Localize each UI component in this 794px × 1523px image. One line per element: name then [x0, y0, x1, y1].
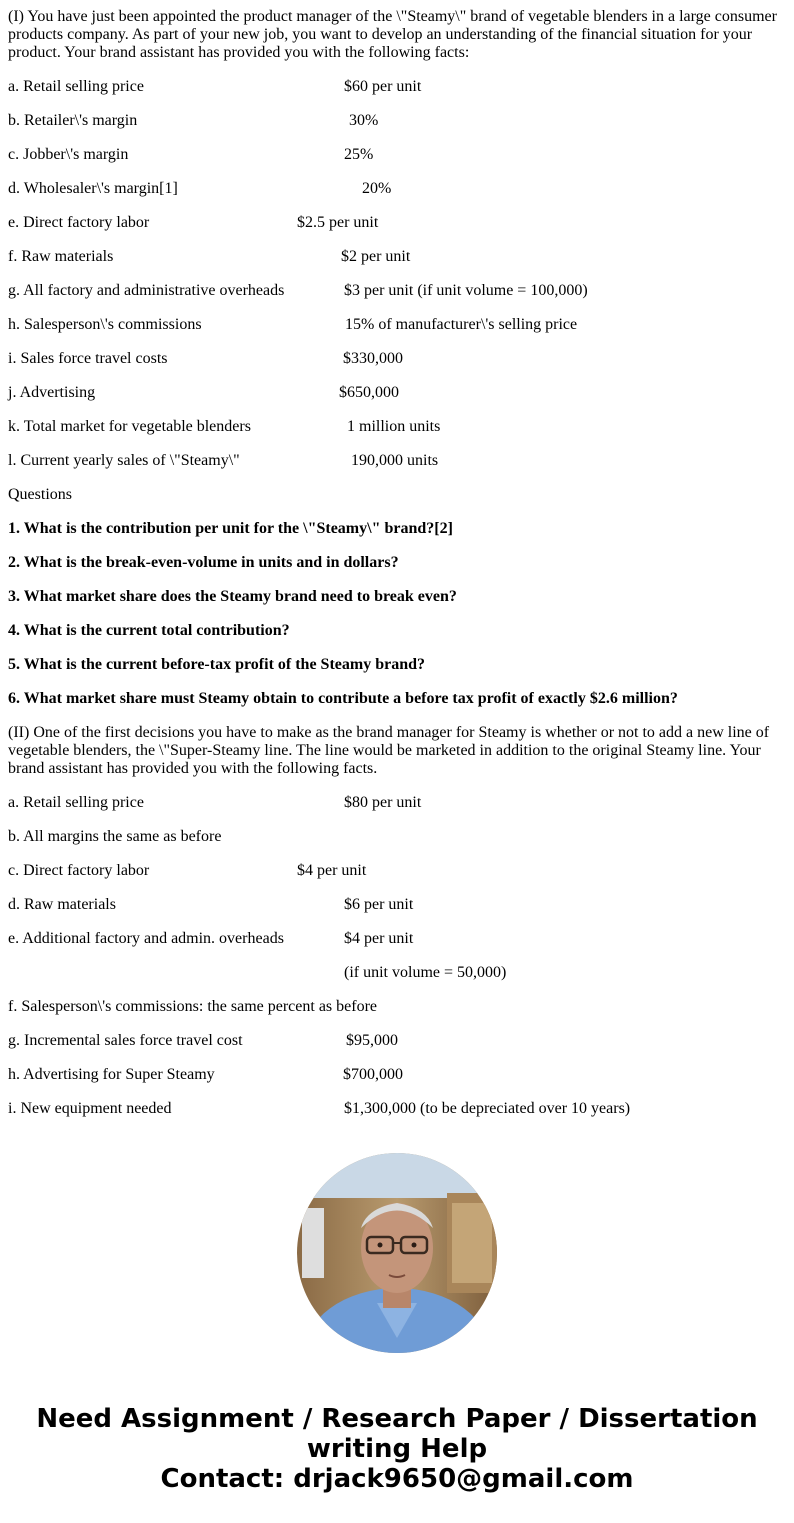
fact-value: $700,000 — [343, 1066, 403, 1083]
fact-label: g. Incremental sales force travel cost — [8, 1032, 243, 1049]
fact-label: b. Retailer\'s margin — [8, 112, 138, 129]
fact-row — [8, 384, 786, 402]
fact-row — [8, 828, 786, 846]
fact-value: 190,000 units — [351, 452, 439, 469]
fact-value: $1,300,000 (to be depreciated over 10 years) — [344, 1100, 631, 1117]
fact-value: $330,000 — [343, 350, 403, 367]
question-item: 6. What market share must Steamy obtain to contribute a before tax profit of exactly $2.6 million? — [8, 690, 678, 707]
question-item: 2. What is the break-even-volume in units and in dollars? — [8, 554, 399, 571]
fact-value: $2 per unit — [341, 248, 411, 265]
fact-row — [8, 350, 786, 368]
fact-label: b. All margins the same as before — [8, 828, 222, 845]
author-photo-icon — [297, 1153, 497, 1353]
fact-row — [8, 452, 786, 470]
document-body — [8, 8, 786, 1134]
fact-value: $60 per unit — [344, 78, 422, 95]
fact-label: c. Direct factory labor — [8, 862, 150, 879]
question-item: 3. What market share does the Steamy brand need to break even? — [8, 588, 457, 605]
footer-line: writing Help — [306, 1434, 488, 1464]
fact-row — [8, 794, 786, 812]
fact-row — [8, 1032, 786, 1050]
footer-contact-line: Contact: drjack9650@gmail.com — [160, 1464, 634, 1494]
fact-row — [8, 998, 786, 1016]
fact-row — [8, 418, 786, 436]
fact-value: $4 per unit — [297, 862, 367, 879]
fact-label: a. Retail selling price — [8, 794, 144, 811]
fact-row — [8, 146, 786, 164]
fact-value: $80 per unit — [344, 794, 422, 811]
fact-row — [8, 896, 786, 914]
fact-label: i. New equipment needed — [8, 1100, 172, 1117]
fact-value: $2.5 per unit — [297, 214, 379, 231]
question-item: 1. What is the contribution per unit for the \"Steamy\" brand?[2] — [8, 520, 453, 537]
fact-label: l. Current yearly sales of \"Steamy\" — [8, 452, 240, 469]
fact-row — [8, 930, 786, 948]
fact-value: $95,000 — [346, 1032, 398, 1049]
fact-row — [8, 112, 786, 130]
fact-value: $6 per unit — [344, 896, 414, 913]
fact-label: d. Raw materials — [8, 896, 116, 913]
fact-label: j. Advertising — [8, 384, 96, 401]
fact-label: i. Sales force travel costs — [8, 350, 168, 367]
fact-row — [8, 1066, 786, 1084]
author-avatar — [297, 1153, 497, 1353]
fact-value: $3 per unit (if unit volume = 100,000) — [344, 282, 588, 299]
fact-value: 1 million units — [347, 418, 441, 435]
fact-row — [8, 282, 786, 300]
fact-value: 15% of manufacturer\'s selling price — [345, 316, 578, 333]
fact-row — [8, 214, 786, 232]
footer-line: Need Assignment / Research Paper / Dissertation — [36, 1404, 758, 1434]
question-item: 5. What is the current before-tax profit of the Steamy brand? — [8, 656, 425, 673]
fact-value: 20% — [362, 180, 392, 197]
fact-label: h. Advertising for Super Steamy — [8, 1066, 215, 1083]
fact-label: g. All factory and administrative overheads — [8, 282, 285, 299]
fact-row — [8, 180, 786, 198]
fact-label: k. Total market for vegetable blenders — [8, 418, 251, 435]
fact-row — [8, 316, 786, 334]
fact-value: 30% — [349, 112, 379, 129]
fact-label: e. Additional factory and admin. overheads — [8, 930, 284, 947]
fact-row — [8, 1100, 786, 1118]
fact-label: d. Wholesaler\'s margin[1] — [8, 180, 178, 197]
fact-label: h. Salesperson\'s commissions — [8, 316, 202, 333]
fact-label: f. Raw materials — [8, 248, 114, 265]
fact-label: f. Salesperson\'s commissions: the same percent as before — [8, 998, 378, 1015]
fact-row — [8, 248, 786, 266]
contact-footer — [0, 1404, 794, 1494]
fact-value: (if unit volume = 50,000) — [344, 964, 507, 981]
fact-row — [8, 964, 786, 982]
fact-value: $4 per unit — [344, 930, 414, 947]
part1-intro: (I) You have just been appointed the product manager of the \"Steamy\" brand of vegetable blenders in a large consumer products company. As part of your new job, you want to develop an understanding of the financial situation for your product. Your brand assistant has provided you with the following facts: — [8, 8, 777, 61]
question-item: 4. What is the current total contribution? — [8, 622, 290, 639]
part2-intro: (II) One of the first decisions you have to make as the brand manager for Steamy is whether or not to add a new line of vegetable blenders, the \"Super-Steamy line. The line would be marketed in addition to the original Steamy line. Your brand assistant has provided you with the following facts. — [8, 724, 770, 777]
fact-value: 25% — [344, 146, 374, 163]
fact-label: c. Jobber\'s margin — [8, 146, 129, 163]
fact-row — [8, 862, 786, 880]
fact-value: $650,000 — [339, 384, 399, 401]
fact-label: e. Direct factory labor — [8, 214, 150, 231]
fact-label: a. Retail selling price — [8, 78, 144, 95]
questions-heading: Questions — [8, 486, 72, 503]
fact-row — [8, 78, 786, 96]
